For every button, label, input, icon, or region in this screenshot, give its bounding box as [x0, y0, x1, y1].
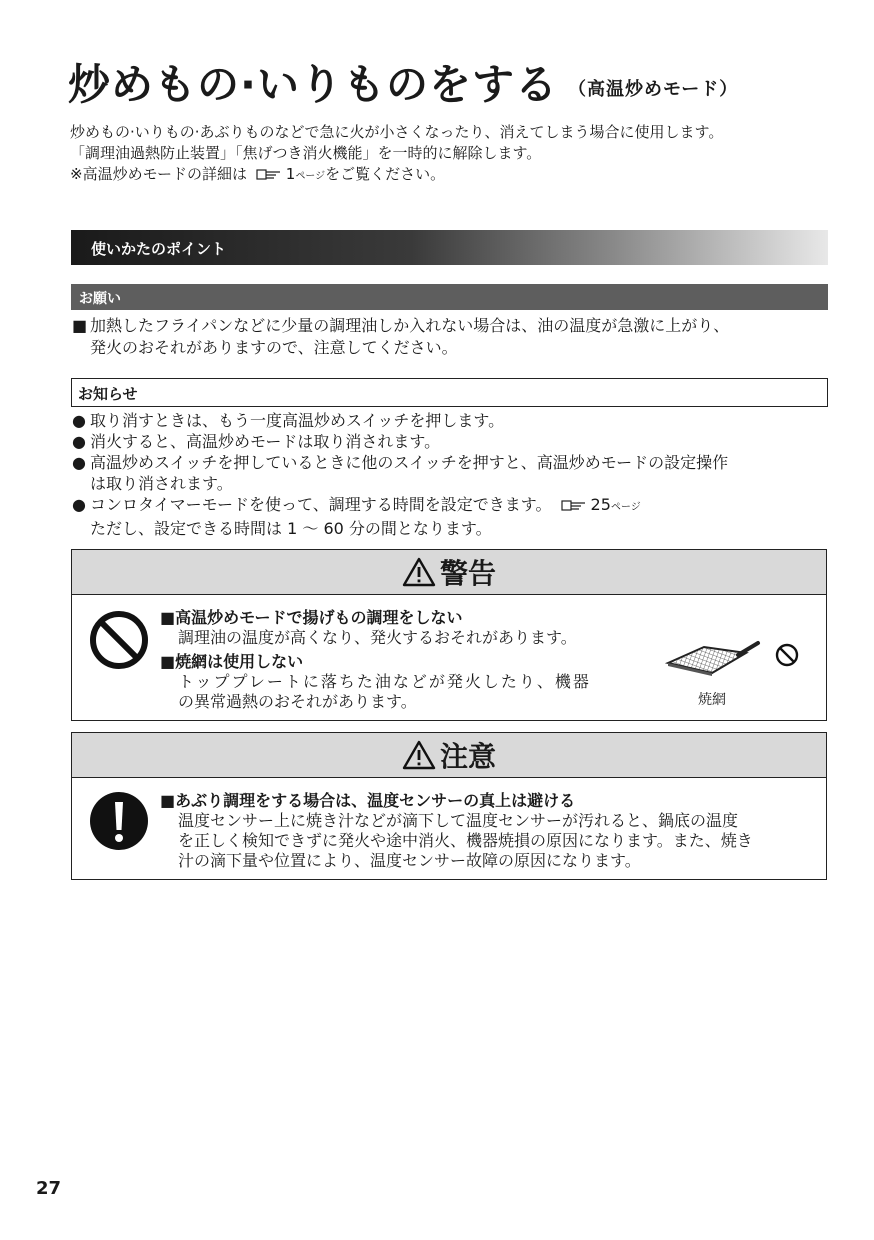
page-title	[68, 52, 738, 112]
request-text	[72, 315, 832, 359]
section-header-points	[71, 230, 828, 265]
request-item: ■ 加熱したフライパンなどに少量の調理油しか入れない場合は、油の温度が急激に上がり、 発火のおそれがありますので、注意してください。	[72, 316, 730, 357]
list-item: ● コンロタイマーモードを使って、調理する時間を設定できます。 25ページ ただし、設定できる時間は 1 ～ 60 分の間となります。	[72, 495, 641, 538]
caution-item-1: ■あぶり調理をする場合は、温度センサーの真上は避ける 温度センサー上に焼き汁などが滴下して温度センサーが汚れると、鍋底の温度 を正しく検知できずに発火や途中消火、機器焼損の原因になります。また、焼き 汁の滴下量や位置により、温度センサー故障の原因になります。	[160, 791, 753, 870]
section-header-label: 使いかたのポイント	[91, 240, 227, 258]
dot-bullet-icon: ●	[72, 411, 86, 430]
intro-line-1: 炒めもの·いりもの·あぶりものなどで急に火が小さくなったり、消えてしまう場合に使用します。	[70, 123, 724, 141]
warning-item-1: ■高温炒めモードで揚げもの調理をしない 調理油の温度が高くなり、発火するおそれがあります。	[160, 608, 577, 647]
intro-ref-unit: ページ	[295, 171, 326, 182]
notice-label: お知らせ	[78, 385, 138, 403]
caution-box	[71, 732, 827, 880]
title-main: 炒めもの·いりものをする	[68, 60, 558, 109]
warning-triangle-icon	[402, 557, 436, 587]
prohibition-icon	[88, 609, 150, 671]
caution-title: 注意	[439, 740, 496, 773]
caution-triangle-icon	[402, 740, 436, 770]
timer-ref-num: 25	[590, 495, 611, 514]
request-label: お願い	[79, 291, 121, 307]
intro-ref-num: 1	[285, 165, 296, 183]
small-prohibition-icon	[774, 642, 800, 668]
page-number: 27	[36, 1178, 62, 1199]
warning-item-2: ■焼網は使用しない トッププレートに落ちた油などが発火したり、機器 の異常過熱のおそれがあります。	[160, 652, 591, 711]
caution-header	[72, 733, 826, 778]
title-sub: （高温炒めモード）	[567, 79, 739, 100]
warning-title: 警告	[439, 557, 496, 590]
square-bullet-icon: ■	[72, 316, 88, 335]
grill-net-label: 焼網	[698, 692, 726, 708]
dot-bullet-icon: ●	[72, 432, 86, 451]
warning-header	[72, 550, 826, 595]
notice-header	[71, 378, 828, 407]
list-item: ● 取り消すときは、もう一度高温炒めスイッチを押します。	[72, 411, 505, 430]
warning-body	[72, 595, 826, 719]
list-item: ● 消火すると、高温炒めモードは取り消されます。	[72, 432, 441, 451]
request-header	[71, 284, 828, 310]
list-item: ● 高温炒めスイッチを押しているときに他のスイッチを押すと、高温炒めモードの設定操作 は取り消されます。	[72, 453, 729, 493]
dot-bullet-icon: ●	[72, 453, 86, 472]
dot-bullet-icon: ●	[72, 495, 86, 514]
grill-net-icon	[664, 637, 776, 685]
intro-line-3: ※高温炒めモードの詳細は 1ページをご覧ください。	[70, 165, 446, 183]
intro-line-2: 「調理油過熱防止装置」「焦げつき消火機能」を一時的に解除します。	[70, 144, 542, 162]
pointing-hand-icon	[561, 498, 587, 512]
warning-box	[71, 549, 827, 721]
mandatory-icon	[88, 790, 150, 852]
notice-list	[72, 410, 832, 539]
caution-body	[72, 778, 826, 878]
timer-ref-unit: ページ	[610, 502, 641, 513]
intro-text	[70, 122, 840, 187]
pointing-hand-icon	[256, 167, 282, 181]
